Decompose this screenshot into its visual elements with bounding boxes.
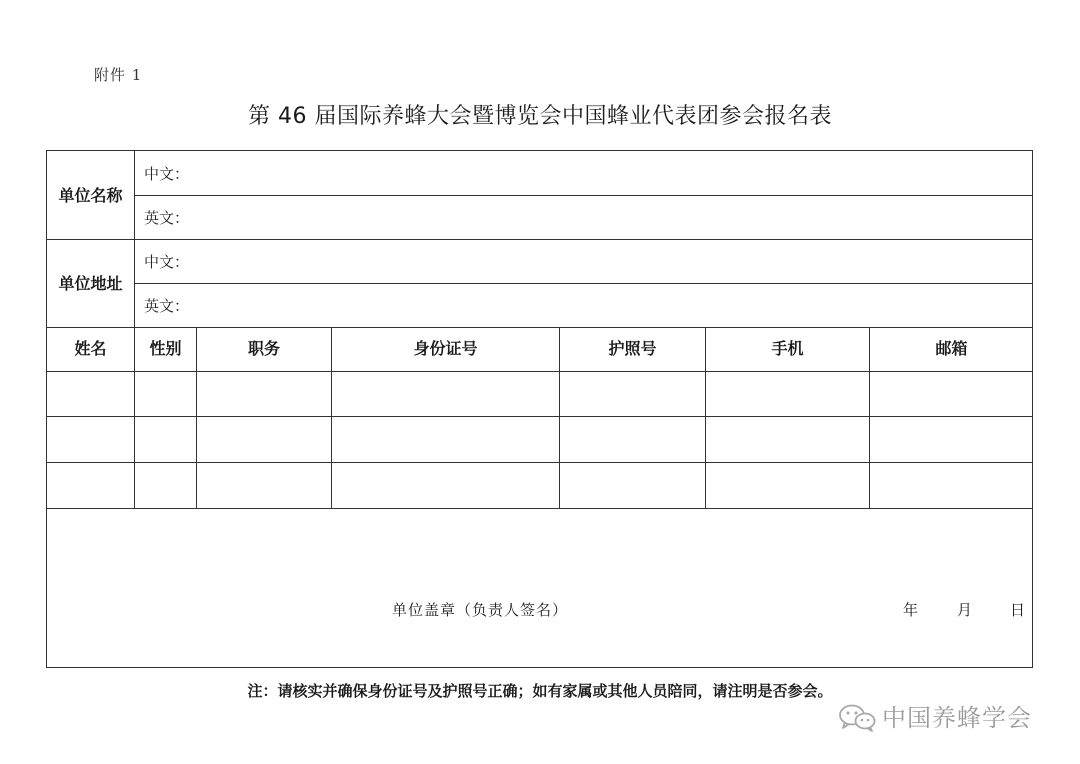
id-number-cell[interactable] (332, 417, 559, 461)
id-number-cell[interactable] (332, 463, 559, 507)
column-header-id-number: 身份证号 (413, 339, 478, 358)
position-cell[interactable] (197, 372, 331, 416)
watermark (838, 703, 1048, 733)
name-cell[interactable] (47, 372, 134, 416)
position-cell[interactable] (197, 417, 331, 461)
unit-name-english-field[interactable] (135, 195, 1033, 239)
passport-number-cell[interactable] (560, 372, 705, 416)
email-cell[interactable] (870, 417, 1033, 461)
unit-name-label: 单位名称 (58, 186, 123, 205)
unit-address-english-field[interactable] (135, 283, 1033, 327)
id-number-cell[interactable] (332, 372, 559, 416)
date-year-label: 年 (903, 601, 919, 619)
mobile-cell[interactable] (706, 372, 869, 416)
column-header-mobile: 手机 (771, 339, 804, 358)
row-divider (47, 508, 1033, 509)
watermark-text: 中国养蜂学会 (882, 704, 1032, 732)
mobile-cell[interactable] (706, 463, 869, 507)
column-header-email: 邮箱 (935, 339, 968, 358)
gender-cell[interactable] (135, 463, 196, 507)
gender-cell[interactable] (135, 417, 196, 461)
name-cell[interactable] (47, 417, 134, 461)
mobile-cell[interactable] (706, 417, 869, 461)
position-cell[interactable] (197, 463, 331, 507)
passport-number-cell[interactable] (560, 417, 705, 461)
email-cell[interactable] (870, 372, 1033, 416)
date-day-label: 日 (1010, 601, 1026, 619)
unit-address-label: 单位地址 (58, 274, 123, 293)
unit-seal-signature-label: 单位盖章（负责人签名） (392, 601, 569, 619)
column-header-name: 姓名 (74, 339, 107, 358)
english-label: 英文： (144, 297, 190, 315)
unit-name-chinese-field[interactable] (135, 151, 1033, 195)
passport-number-cell[interactable] (560, 463, 705, 507)
chinese-label: 中文： (144, 253, 190, 271)
registration-form (46, 150, 1033, 668)
chinese-label: 中文： (144, 165, 190, 183)
column-header-gender: 性别 (149, 339, 182, 358)
column-header-passport-number: 护照号 (608, 339, 657, 358)
email-cell[interactable] (870, 463, 1033, 507)
english-label: 英文： (144, 209, 190, 227)
gender-cell[interactable] (135, 372, 196, 416)
column-header-position: 职务 (247, 339, 280, 358)
unit-address-chinese-field[interactable] (135, 239, 1033, 283)
name-cell[interactable] (47, 463, 134, 507)
attachment-label: 附件 1 (94, 66, 143, 84)
wechat-icon (838, 704, 878, 732)
date-month-label: 月 (957, 601, 973, 619)
form-note: 注：请核实并确保身份证号及护照号正确；如有家属或其他人员陪同，请注明是否参会。 (247, 682, 833, 700)
form-title: 第 46 届国际养蜂大会暨博览会中国蜂业代表团参会报名表 (248, 104, 832, 129)
